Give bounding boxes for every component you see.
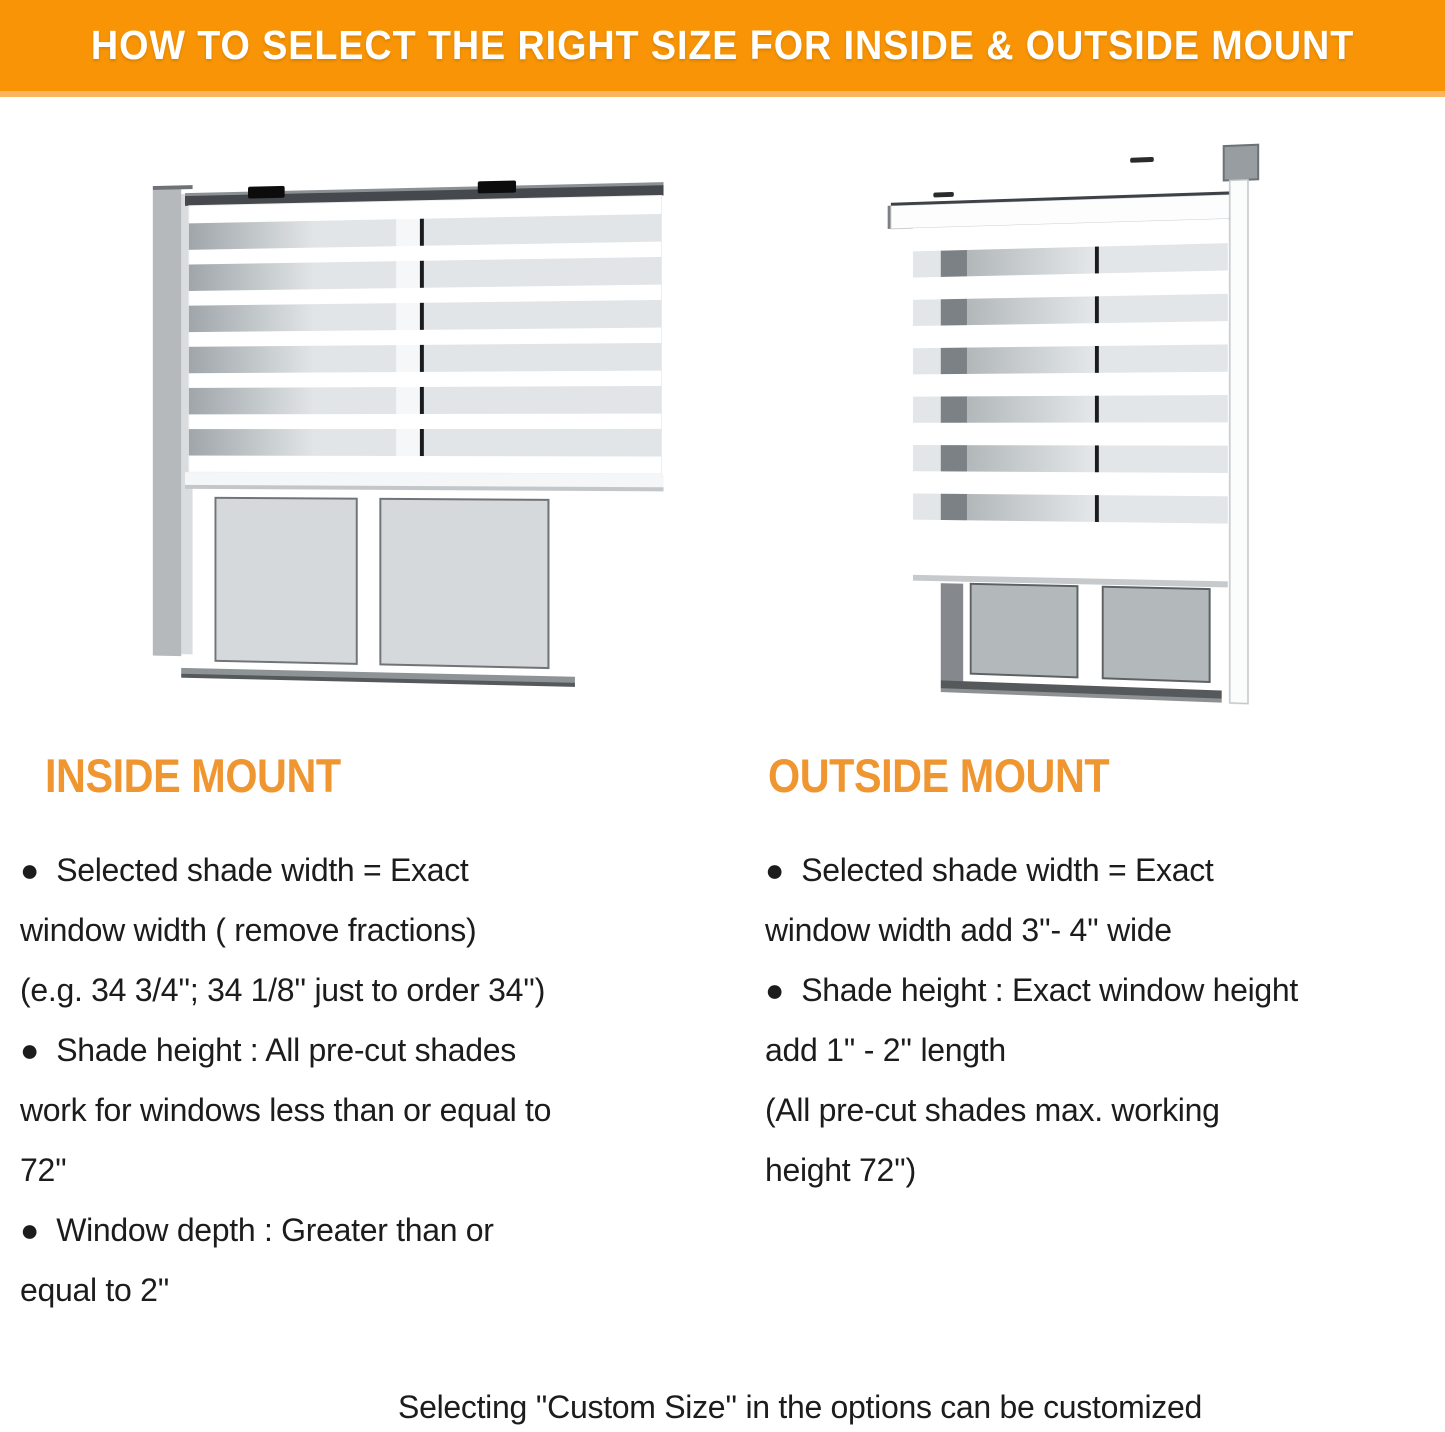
- outside-mount-figure: [858, 138, 1418, 726]
- inside-mount-figure: [128, 152, 688, 714]
- window-glass: [196, 492, 573, 675]
- note-line: work for windows less than or equal to: [20, 1092, 552, 1128]
- note-line: ● Shade height : Exact window height: [765, 972, 1299, 1008]
- window-glass: [941, 583, 1218, 696]
- screw-mark-icon: [933, 192, 953, 198]
- footer-note: Selecting ''Custom Size'' in the options can be customized: [398, 1389, 1202, 1425]
- zebra-stripes: [913, 219, 1228, 590]
- mounting-bracket-icon: [248, 186, 285, 199]
- note-line: (All pre-cut shades max. working: [765, 1092, 1220, 1128]
- window-jamb: [153, 188, 181, 656]
- banner-title: HOW TO SELECT THE RIGHT SIZE FOR INSIDE & OUTSIDE MOUNT: [90, 22, 1355, 68]
- header-banner: [0, 0, 1445, 97]
- note-line: equal to 2'': [20, 1272, 170, 1308]
- note-line: ● Window depth : Greater than or: [20, 1212, 494, 1248]
- note-line: window width add 3''- 4'' wide: [765, 912, 1172, 948]
- inside-mount-heading: INSIDE MOUNT: [45, 749, 341, 802]
- note-line: (e.g. 34 3/4''; 34 1/8'' just to order 34''): [20, 972, 546, 1008]
- outside-mount-notes: [765, 840, 1443, 1200]
- note-line: ● Selected shade width = Exact: [20, 852, 469, 888]
- screw-mark-icon: [1130, 157, 1154, 163]
- note-line: window width ( remove fractions): [20, 912, 477, 948]
- end-cap-bracket: [1224, 145, 1258, 181]
- inside-mount-notes: [20, 840, 730, 1320]
- mounting-bracket-icon: [478, 180, 516, 193]
- side-rail: [1230, 180, 1248, 704]
- outside-mount-heading: OUTSIDE MOUNT: [768, 749, 1110, 802]
- note-line: 72'': [20, 1152, 67, 1188]
- note-line: add 1'' - 2'' length: [765, 1032, 1006, 1068]
- note-line: ● Selected shade width = Exact: [765, 852, 1214, 888]
- outside-mount-illustration: [873, 126, 1425, 738]
- zebra-stripes: [185, 195, 664, 491]
- inside-mount-illustration: [138, 145, 693, 722]
- note-line: ● Shade height : All pre-cut shades: [20, 1032, 516, 1068]
- note-line: height 72''): [765, 1152, 916, 1188]
